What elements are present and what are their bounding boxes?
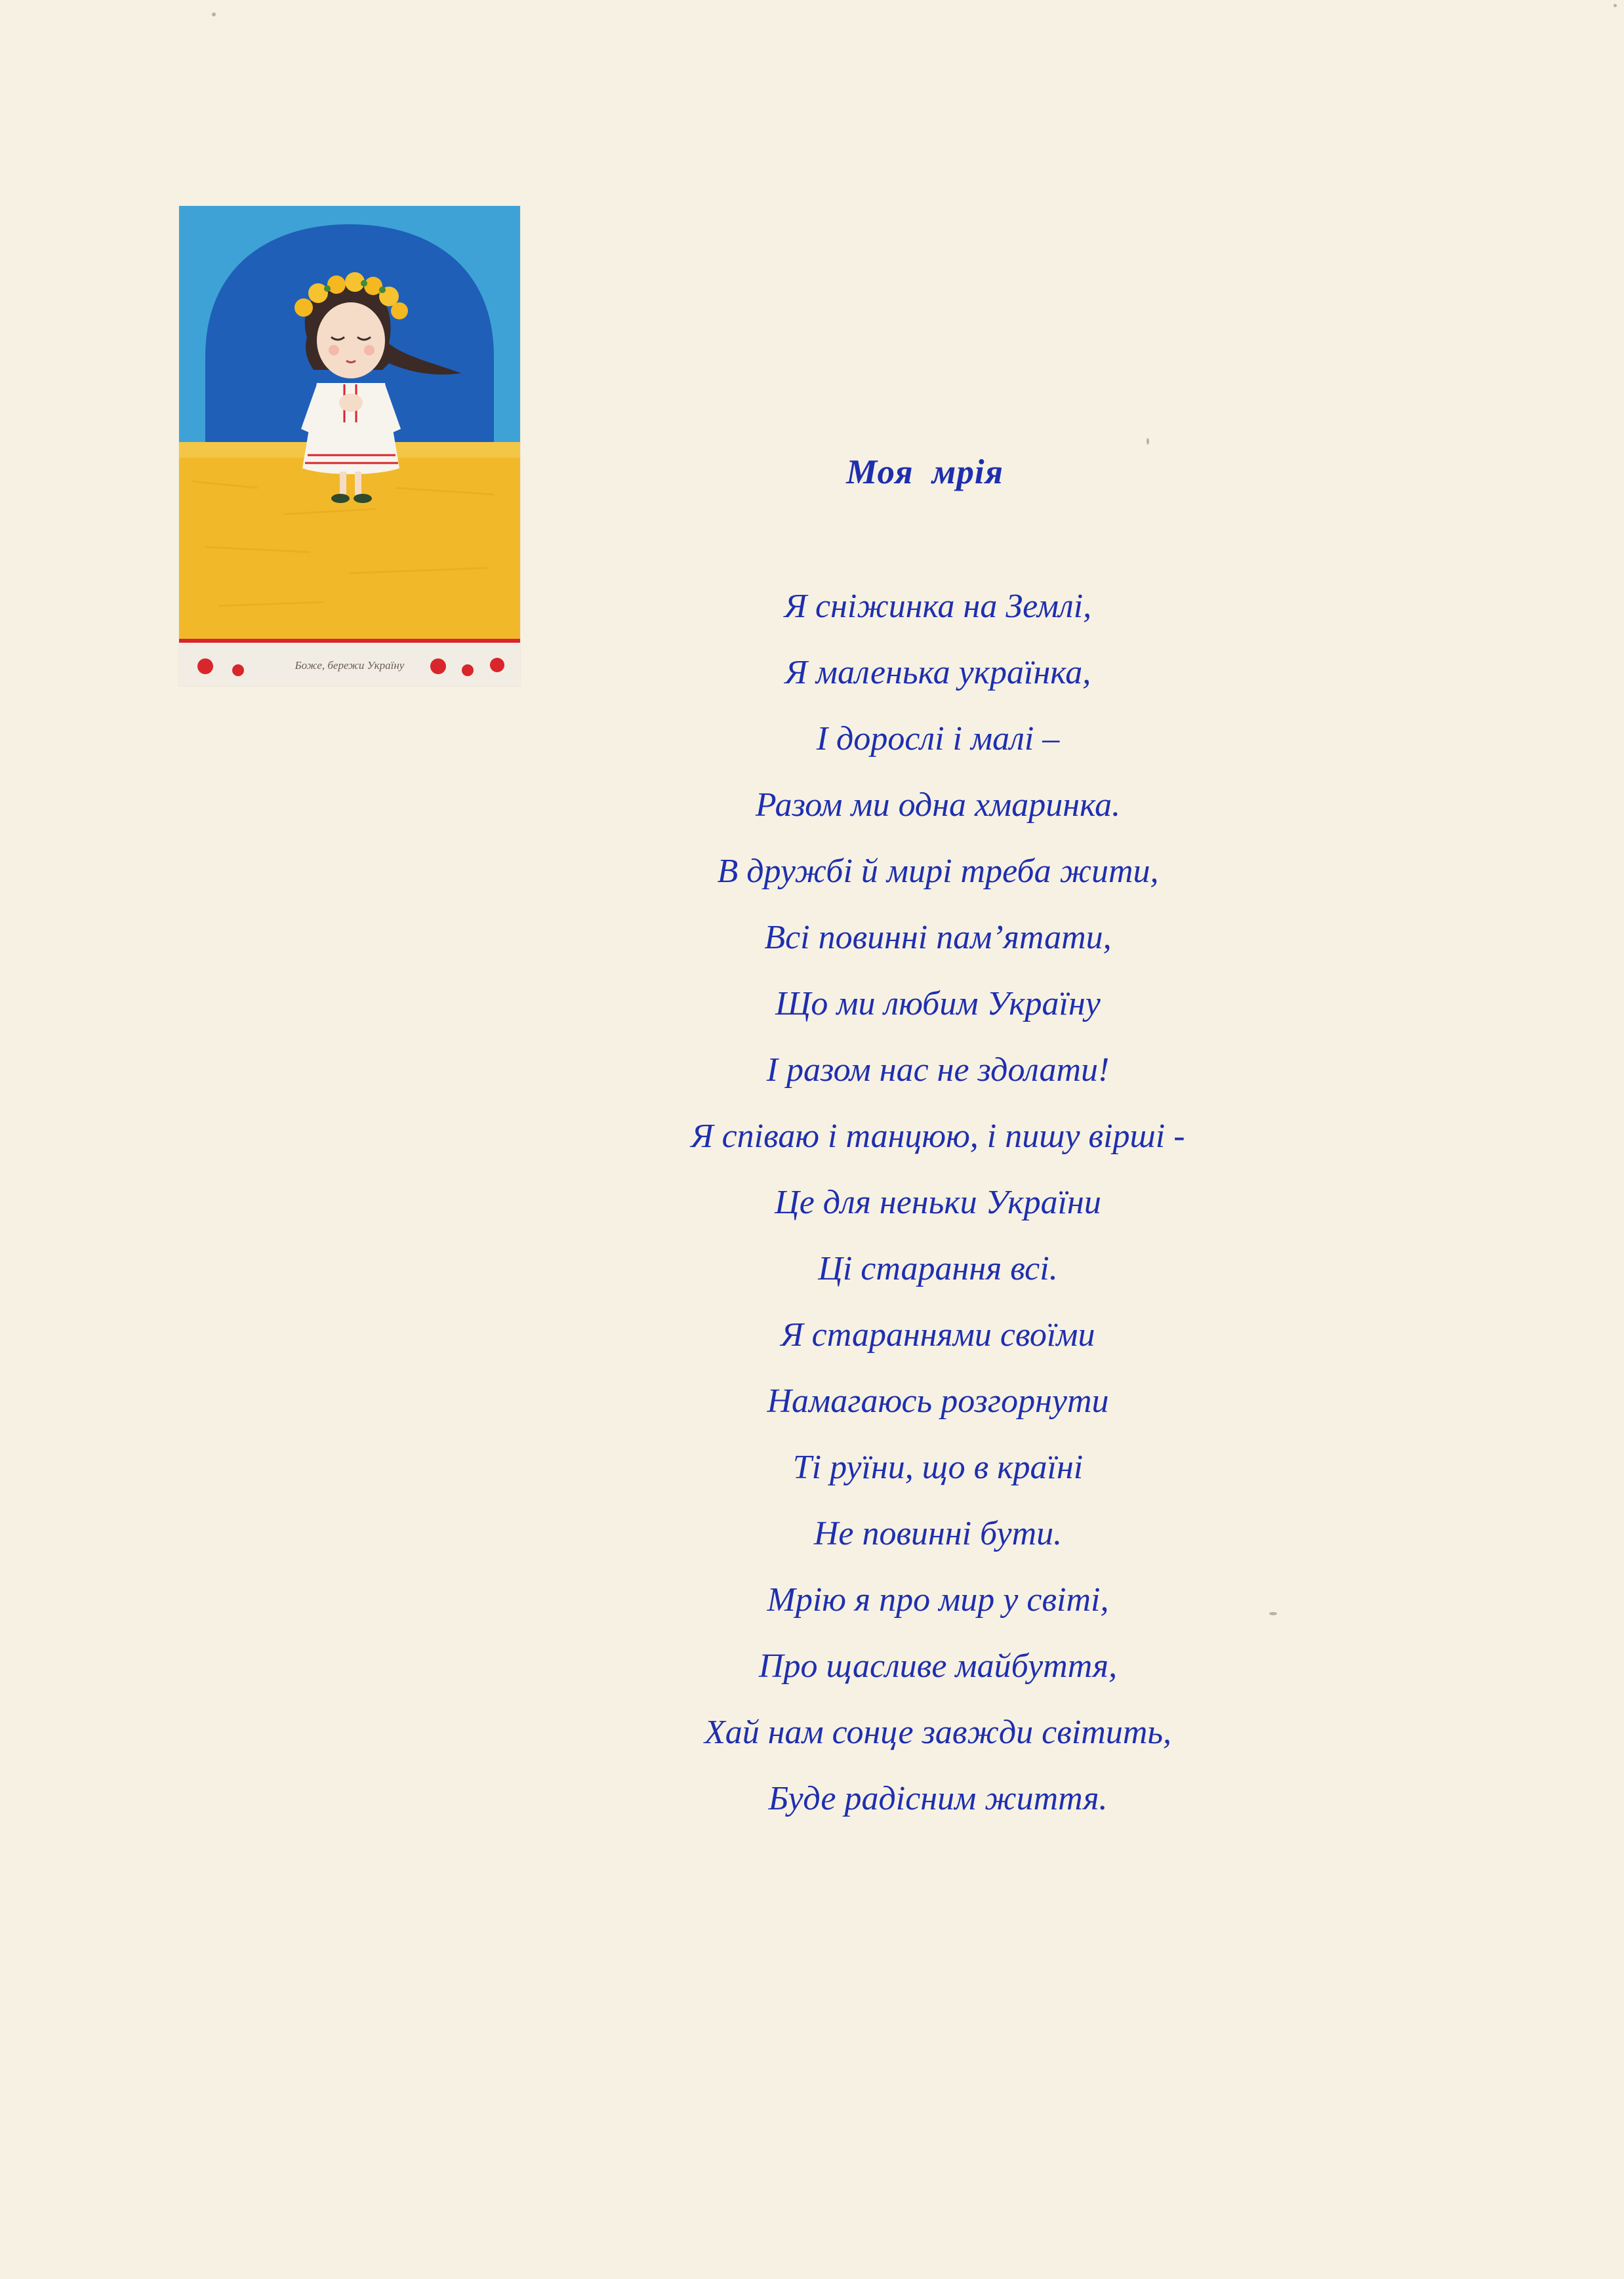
poem-line: Разом ми одна хмаринка. bbox=[755, 786, 1121, 824]
paper-speck bbox=[1147, 438, 1149, 445]
poem-line: Ті руїни, що в країні bbox=[792, 1449, 1084, 1486]
poem-line: Що ми любим Україну bbox=[775, 985, 1101, 1022]
poem-line: Я стараннями своїми bbox=[781, 1316, 1095, 1354]
poem-line: Я маленька українка, bbox=[784, 654, 1091, 691]
illustration-girl-in-wreath bbox=[179, 206, 520, 686]
poem-line: В дружбі й мирі треба жити, bbox=[717, 853, 1159, 890]
illustration-caption: Боже, бережи Україну bbox=[294, 659, 405, 672]
poem-line: Всі повинні пам’ятати, bbox=[764, 919, 1112, 956]
poem-line: Не повинні бути. bbox=[813, 1515, 1063, 1552]
girl-face bbox=[317, 302, 385, 378]
poem-title: Моя мрія bbox=[846, 453, 1004, 491]
poem-line: Ці старання всі. bbox=[818, 1250, 1058, 1287]
paper-speck bbox=[1614, 4, 1617, 7]
paper-speck bbox=[212, 12, 216, 16]
poem-line: Це для неньки України bbox=[775, 1184, 1101, 1221]
poem-body bbox=[590, 585, 1286, 1844]
poem-line: Хай нам сонце завжди світить, bbox=[704, 1714, 1172, 1751]
poem-line: Я співаю і танцюю, і пишу вірші - bbox=[691, 1118, 1185, 1155]
illustration-drawing bbox=[179, 206, 520, 686]
poem-line: Мрію я про мир у світі, bbox=[767, 1581, 1109, 1619]
poem-line: Буде радісним життя. bbox=[768, 1780, 1108, 1817]
poem-line: Я сніжинка на Землі, bbox=[784, 588, 1092, 625]
poem-line: І дорослі і малі – bbox=[816, 720, 1060, 757]
poem-line: Намагаюсь розгорнути bbox=[767, 1382, 1109, 1420]
poem-line: Про щасливе майбуття, bbox=[758, 1647, 1118, 1685]
girl-hands bbox=[339, 393, 363, 412]
girl-shoes bbox=[331, 494, 350, 503]
poem-line: І разом нас не здолати! bbox=[766, 1051, 1110, 1089]
